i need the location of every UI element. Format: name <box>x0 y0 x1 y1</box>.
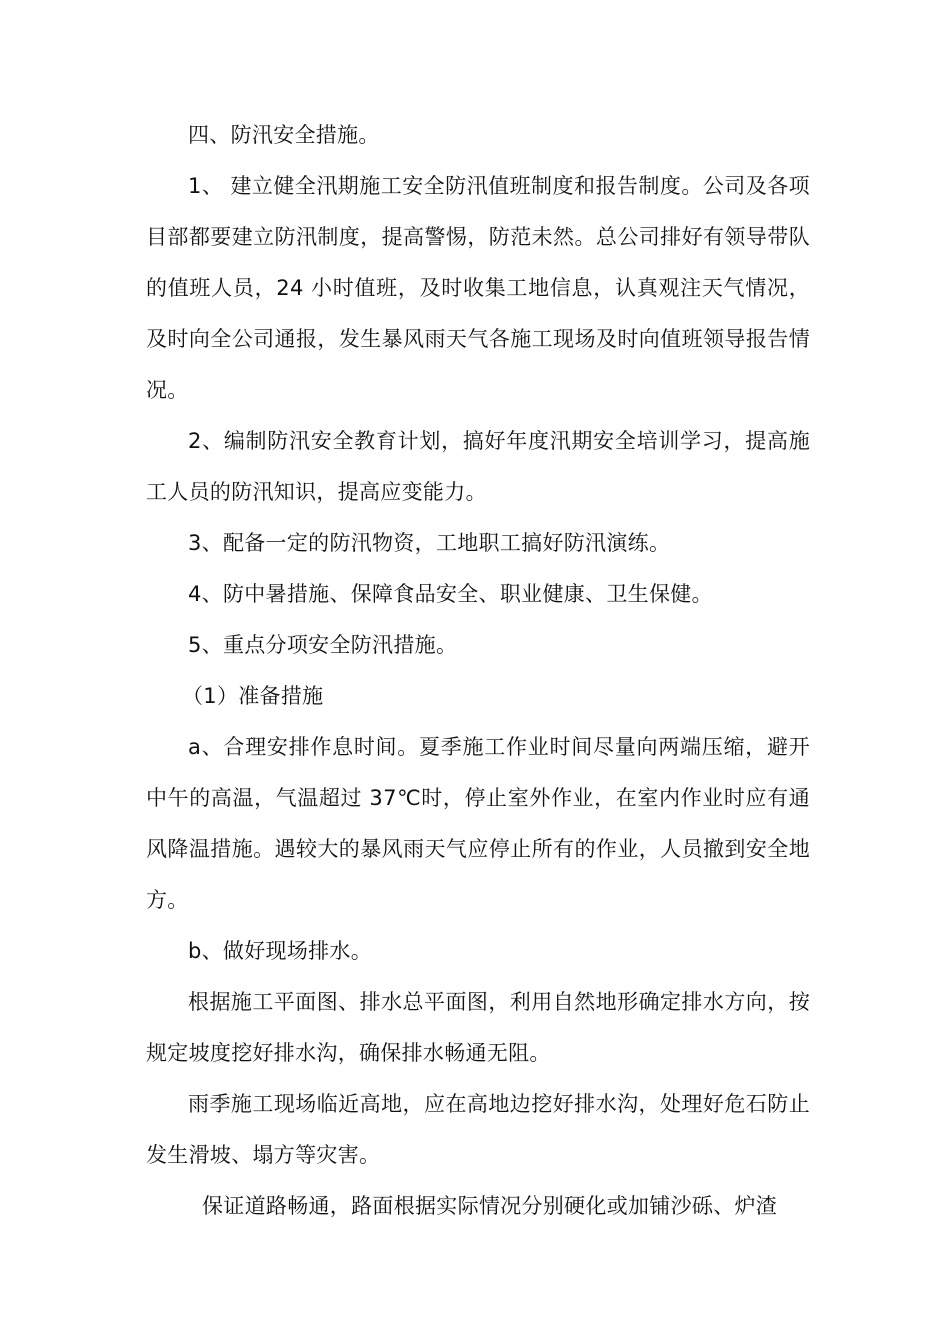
paragraph-item-5: 5、重点分项安全防汛措施。 <box>188 633 458 657</box>
paragraph-item-2: 2、编制防汛安全教育计划，搞好年度汛期安全培训学习，提高施工人员的防汛知识，提高应变能力。 <box>146 429 810 504</box>
subsection-heading: （1）准备措施 <box>182 684 324 708</box>
document-body <box>146 110 810 1232</box>
paragraph-item-a: a、合理安排作息时间。夏季施工作业时间尽量向两端压缩，避开中午的高温，气温超过 37℃时，停止室外作业，在室内作业时应有通风降温措施。遇较大的暴风雨天气应停止所有的作业，人员撤到安全地方。 <box>146 735 810 912</box>
paragraph-road: 保证道路畅通，路面根据实际情况分别硬化或加铺沙砾、炉渣 <box>202 1194 778 1218</box>
paragraph-item-3: 3、配备一定的防汛物资，工地职工搞好防汛演练。 <box>188 531 671 555</box>
paragraph-item-1: 1、 建立健全汛期施工安全防汛值班制度和报告制度。公司及各项目部都要建立防汛制度，提高警惕，防范未然。总公司排好有领导带队的值班人员，24 小时值班，及时收集工地信息，认真观注天气情况，及时向全公司通报，发生暴风雨天气各施工现场及时向值班领导报告情况。 <box>146 174 810 402</box>
paragraph-highland: 雨季施工现场临近高地，应在高地边挖好排水沟，处理好危石防止发生滑坡、塌方等灾害。 <box>146 1092 810 1167</box>
section-heading: 四、防汛安全措施。 <box>188 123 380 147</box>
paragraph-item-b: b、做好现场排水。 <box>188 939 373 963</box>
paragraph-drainage: 根据施工平面图、排水总平面图，利用自然地形确定排水方向，按规定坡度挖好排水沟，确保排水畅通无阻。 <box>146 990 810 1065</box>
paragraph-item-4: 4、防中暑措施、保障食品安全、职业健康、卫生保健。 <box>188 582 713 606</box>
